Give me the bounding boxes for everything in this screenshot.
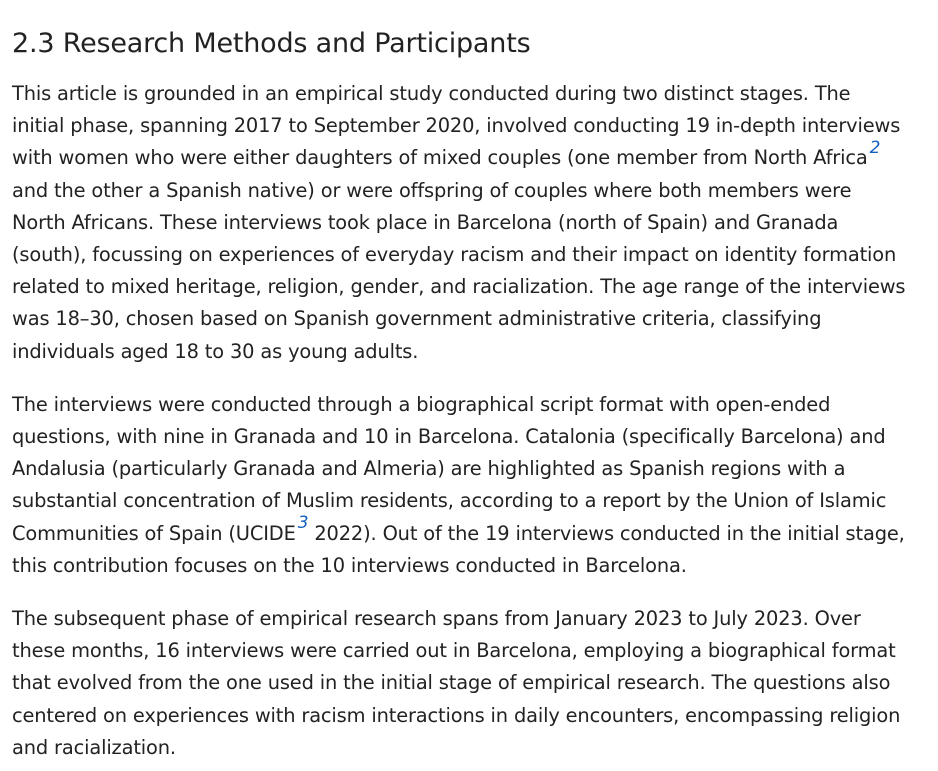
text-line: North Africans. These interviews took place in Barcelona (north of Spain) and Granada <box>12 210 839 234</box>
text-line: with women who were either daughters of mixed couples (one member from North Africa $^2$ <box>12 137 881 170</box>
text-line: This article is grounded in an empirical study conducted during two distinct stages. The <box>12 82 851 105</box>
text-line: substantial concentration of Muslim residents, according to a report by the Union of Islamic <box>12 489 887 513</box>
text-line: questions, with nine in Granada and 10 in Barcelona. Catalonia (specifically Barcelona) and <box>12 425 886 449</box>
text-line: related to mixed heritage, religion, gender, and racialization. The age range of the interviews <box>12 275 906 299</box>
text-line: individuals aged 18 to 30 as young adults. <box>12 339 419 363</box>
section-title: 2.3 Research Methods and Participants <box>12 28 531 59</box>
footnote-link-2[interactable]: 2 <box>869 137 881 158</box>
text-line: The interviews were conducted through a biographical script format with open-ended <box>12 392 831 416</box>
paragraph-3 <box>12 603 938 764</box>
text-line: (south), focussing on experiences of everyday racism and their impact on identity formation <box>12 243 897 267</box>
text-line: Communities of Spain (UCIDE $^3$ 2022). Out of the 19 interviews conducted in the initial stage, <box>12 513 905 545</box>
footnote-link-3[interactable]: 3 <box>297 513 309 534</box>
text-line: this contribution focuses on the 10 interviews conducted in Barcelona. <box>12 553 687 577</box>
text-line: Andalusia (particularly Granada and Almeria) are highlighted as Spanish regions with a <box>12 457 846 481</box>
paragraph-1 <box>12 78 938 368</box>
text-line: that evolved from the one used in the initial stage of empirical research. The questions also <box>12 671 891 695</box>
paragraph-2 <box>12 389 938 582</box>
text-line: and racialization. <box>12 735 176 759</box>
text-line: these months, 16 interviews were carried out in Barcelona, employing a biographical format <box>12 639 896 663</box>
text-line: and the other a Spanish native) or were offspring of couples where both members were <box>12 178 852 202</box>
text-line: The subsequent phase of empirical research spans from January 2023 to July 2023. Over <box>12 607 861 631</box>
text-line: initial phase, spanning 2017 to September 2020, involved conducting 19 in-depth interviews <box>12 114 901 138</box>
text-line: centered on experiences with racism interactions in daily encounters, encompassing religion <box>12 703 901 727</box>
text-line: was 18–30, chosen based on Spanish government administrative criteria, classifying <box>12 307 822 331</box>
